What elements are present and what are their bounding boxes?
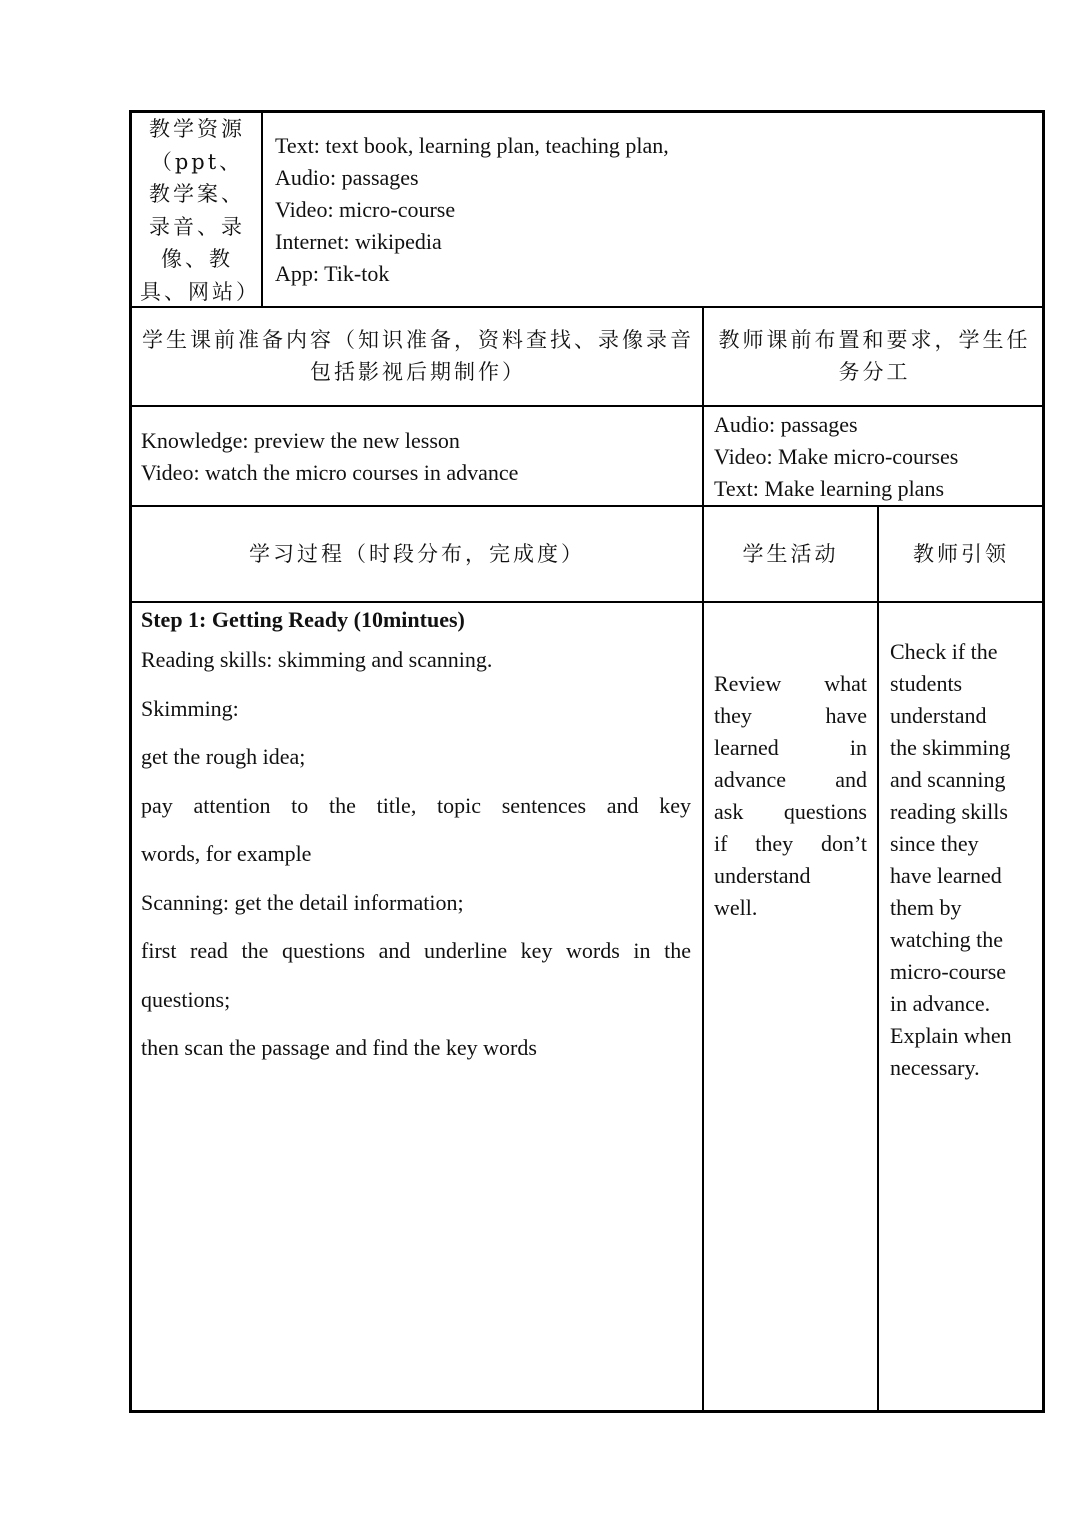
resources-item: Video: micro-course xyxy=(275,197,456,222)
activity-line: understand xyxy=(714,863,811,888)
process-line: pay attention to the title, topic sentences and key xyxy=(141,792,691,818)
process-line: Scanning: get the detail information; xyxy=(141,889,464,915)
guide-line: reading skills xyxy=(890,799,1008,824)
process-header-text: 学习过程（时段分布，完成度） xyxy=(249,542,585,566)
row-divider-2 xyxy=(131,405,1043,407)
guide-line: necessary. xyxy=(890,1055,980,1080)
step-title: Step 1: Getting Ready (10mintues) xyxy=(141,607,465,632)
col-divider-activity xyxy=(877,505,879,1411)
col-divider-main xyxy=(702,306,704,1411)
guide-line: understand xyxy=(890,703,987,728)
guide-line: watching the xyxy=(890,927,1004,952)
teacher-prep-list xyxy=(714,409,1039,505)
row-divider-3 xyxy=(131,505,1043,507)
guide-line: them by xyxy=(890,895,962,920)
teacher-prep-header xyxy=(712,324,1037,388)
student-activity-header xyxy=(704,538,877,570)
process-line: first read the questions and underline key words in the xyxy=(141,938,691,963)
resources-item: Text: text book, learning plan, teaching plan, xyxy=(275,133,669,158)
teacher-guide-content xyxy=(890,636,1040,1084)
row-divider-1 xyxy=(131,306,1043,308)
guide-line: micro-course xyxy=(890,959,1007,984)
process-line: questions; xyxy=(141,986,231,1012)
student-prep-header-text: 学生课前准备内容（知识准备，资料查找、录像录音包括影视后期制作） xyxy=(142,328,694,384)
resources-list xyxy=(275,130,1035,290)
student-prep-header xyxy=(140,324,696,388)
student-activity-header-text: 学生活动 xyxy=(742,542,839,566)
guide-line: Check if the xyxy=(890,639,998,664)
student-prep-item: Knowledge: preview the new lesson xyxy=(141,428,460,453)
resources-label xyxy=(140,113,260,308)
process-line: words, for example xyxy=(141,841,312,866)
activity-line: well. xyxy=(714,895,758,920)
teacher-prep-item: Video: Make micro-courses xyxy=(714,444,959,469)
student-prep-item: Video: watch the micro courses in advance xyxy=(141,460,519,485)
process-line: get the rough idea; xyxy=(141,744,306,769)
process-content xyxy=(141,604,691,1073)
activity-line: if they don’t xyxy=(714,831,867,856)
guide-line: students xyxy=(890,671,963,696)
col-divider-resources xyxy=(261,112,263,307)
guide-line: the skimming xyxy=(890,735,1011,760)
activity-line: Review what xyxy=(714,671,867,696)
student-prep-list xyxy=(141,425,696,489)
activity-line: advance and xyxy=(714,767,867,792)
row-divider-4 xyxy=(131,601,1043,603)
process-line: then scan the passage and find the key words xyxy=(141,1035,537,1060)
teacher-prep-item: Text: Make learning plans xyxy=(714,476,945,501)
guide-line: have learned xyxy=(890,863,1002,888)
resources-label-text: 教学资源（ppt、教学案、录音、录像、教具、网站） xyxy=(140,117,260,304)
teacher-prep-header-text: 教师课前布置和要求，学生任务分工 xyxy=(718,328,1031,384)
process-line: Skimming: xyxy=(141,695,239,721)
activity-line: ask questions xyxy=(714,799,867,824)
resources-item: Internet: wikipedia xyxy=(275,229,442,254)
process-header xyxy=(133,538,701,570)
guide-line: and scanning xyxy=(890,767,1006,792)
teacher-prep-item: Audio: passages xyxy=(714,412,858,437)
teacher-guide-header xyxy=(879,538,1043,570)
guide-line: in advance. xyxy=(890,991,991,1016)
activity-line: learned in xyxy=(714,735,867,760)
activity-line: they have xyxy=(714,703,867,728)
resources-item: App: Tik-tok xyxy=(275,261,390,286)
guide-line: Explain when xyxy=(890,1023,1012,1048)
student-activity-content xyxy=(714,668,867,924)
teacher-guide-header-text: 教师引领 xyxy=(913,542,1009,566)
resources-item: Audio: passages xyxy=(275,165,419,190)
process-line: Reading skills: skimming and scanning. xyxy=(141,647,493,672)
guide-line: since they xyxy=(890,831,979,856)
